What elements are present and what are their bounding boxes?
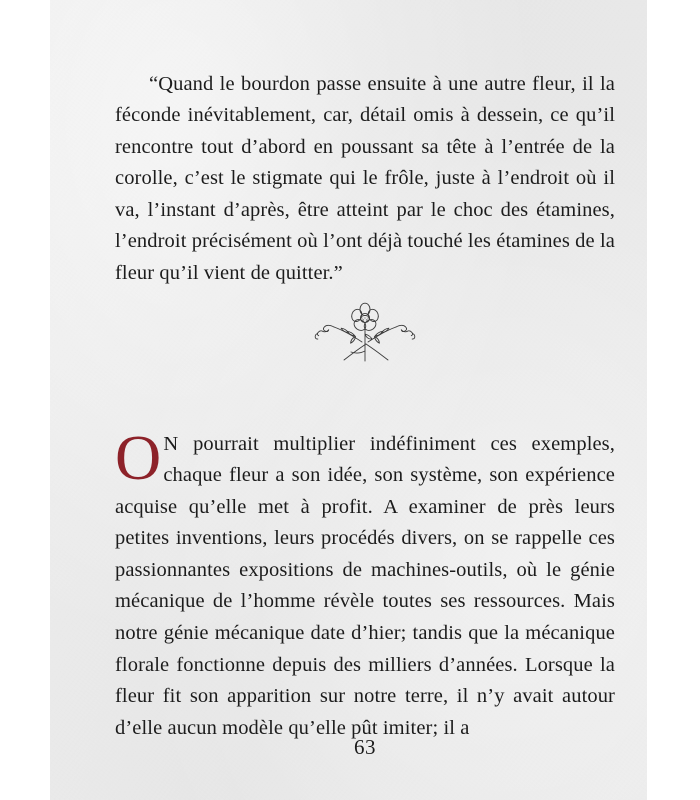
page-text-block	[115, 0, 615, 800]
drop-cap-letter: O	[115, 421, 162, 493]
ornament-container	[115, 298, 615, 364]
lead-small-caps: N	[163, 432, 179, 455]
body-paragraph	[115, 421, 615, 745]
quoted-paragraph: “Quand le bourdon passe ensuite à une autre fleur, il la féconde inévitablement, car, détail omis à dessein, ce qu’il rencontre tout d’abord en poussant sa tête à l’entrée de la corolle, c’est le stigmate qui le frôle, juste à l’endroit où il va, l’instant d’après, être atteint par le choc des étamines, l’endroit précisément où l’ont déjà touché les étamines de la fleur qu’il vient de quitter.”	[115, 72, 615, 285]
body-paragraph-text: pourrait multiplier indéfiniment ces exemples, chaque fleur a son idée, son système, son expérience acquise qu’elle met à profit. A examiner de près leurs petites inventions, leurs procédés divers, on se rappelle ces passionnantes expositions de machines-outils, où le génie mécanique de l’homme révèle toutes ses ressources. Mais notre génie mécanique date d’hier; tandis que la mécanique florale fonctionne depuis des milliers d’années. Lorsque la fleur fit son apparition sur notre terre, il n’y avait autour d’elle aucun modèle qu’elle pût imiter; il a	[115, 432, 615, 739]
page-number: 63	[354, 735, 376, 759]
book-page	[50, 0, 647, 800]
floral-ornament-icon	[303, 298, 427, 364]
